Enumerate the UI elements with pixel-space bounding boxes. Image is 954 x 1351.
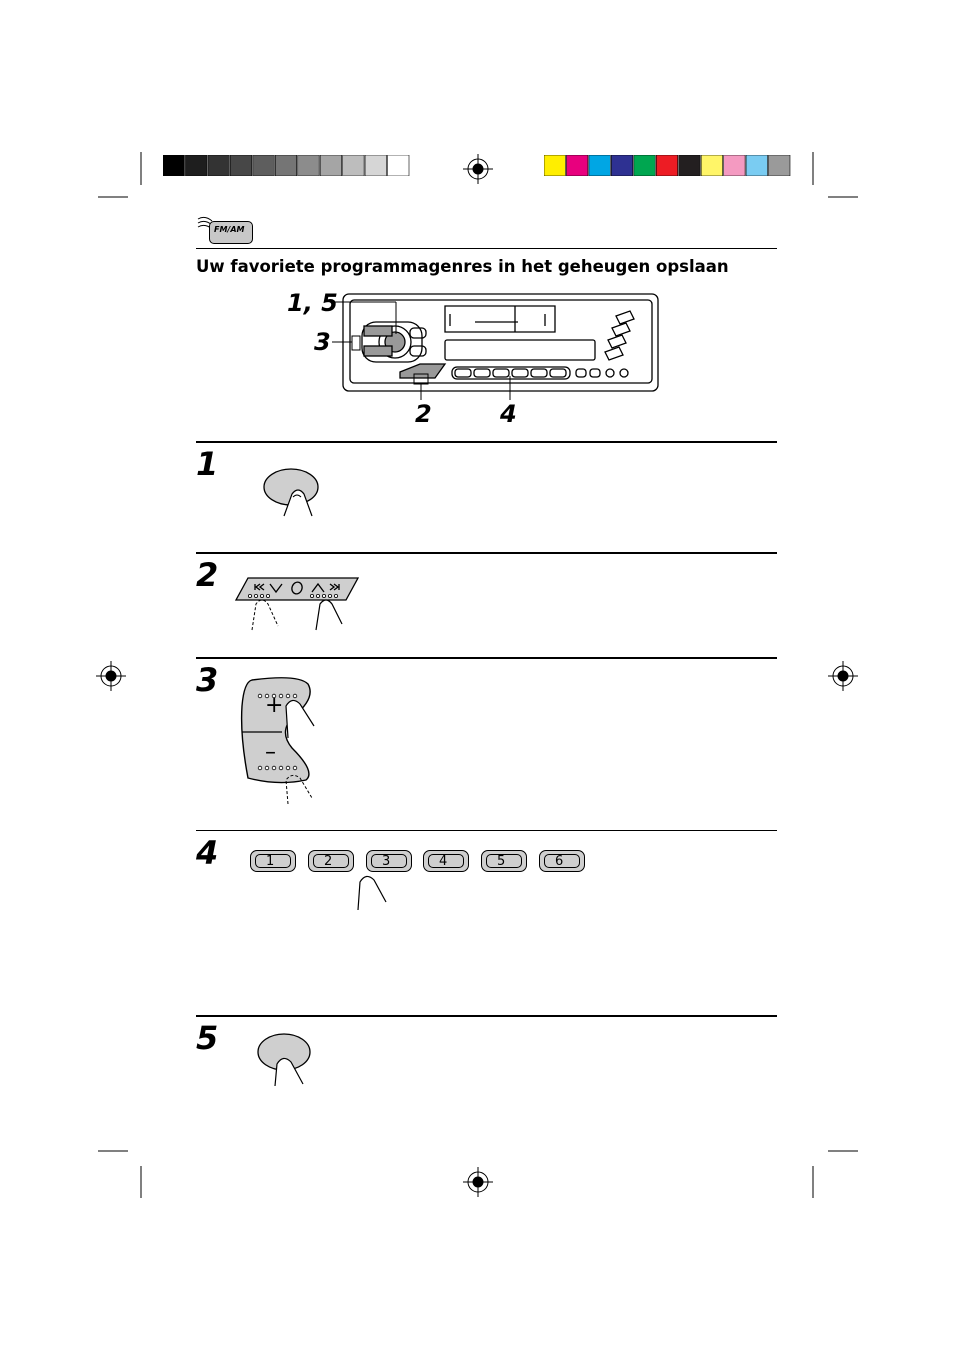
- callout-4: 4: [500, 400, 517, 428]
- minus-icon: –: [265, 740, 276, 765]
- preset-label: 2: [313, 854, 349, 868]
- preset-button-5: [481, 850, 527, 872]
- callout-leaders: [330, 292, 530, 412]
- step-4-rule: [196, 830, 777, 831]
- step-2-rule: [196, 552, 777, 554]
- preset-button-1: [250, 850, 296, 872]
- step-2-up-down-buttons: [234, 574, 364, 634]
- step-1-rule: [196, 441, 777, 443]
- callout-2: 2: [415, 400, 432, 428]
- finger-dashed-icon: [252, 600, 278, 630]
- callout-1-5: 1, 5: [287, 289, 338, 317]
- step-4-number: 4: [196, 834, 219, 872]
- preset-label: 6: [544, 854, 580, 868]
- preset-label: 1: [255, 854, 291, 868]
- section-title: Uw favoriete programmagenres in het geheugen opslaan: [196, 257, 729, 276]
- preset-label: 4: [428, 854, 464, 868]
- finger-icon: [286, 700, 314, 738]
- step-1-number: 1: [196, 445, 219, 483]
- step-2-number: 2: [196, 556, 219, 594]
- fm-am-label: FM/AM: [214, 225, 245, 234]
- registration-mark-right: [828, 661, 858, 691]
- preset-button-4: [423, 850, 469, 872]
- step-5-rule: [196, 1015, 777, 1017]
- registration-mark-top: [463, 154, 493, 184]
- preset-label: 3: [371, 854, 407, 868]
- step-5-button-press: [255, 1030, 325, 1090]
- step-3-number: 3: [196, 661, 219, 699]
- preset-label: 5: [486, 854, 522, 868]
- step-1-button-press: [262, 464, 332, 529]
- registration-mark-left: [96, 661, 126, 691]
- registration-mark-bottom: [463, 1167, 493, 1197]
- step-4-finger: [350, 868, 390, 912]
- step-3-rule: [196, 657, 777, 659]
- fm-am-badge: [209, 221, 253, 244]
- finger-icon: [358, 876, 386, 910]
- finger-icon: [316, 600, 342, 630]
- callout-3: 3: [314, 328, 331, 356]
- header-rule: [196, 248, 777, 249]
- step-5-number: 5: [196, 1019, 219, 1057]
- preset-button-6: [539, 850, 585, 872]
- plus-icon: +: [265, 693, 284, 718]
- preset-button-2: [308, 850, 354, 872]
